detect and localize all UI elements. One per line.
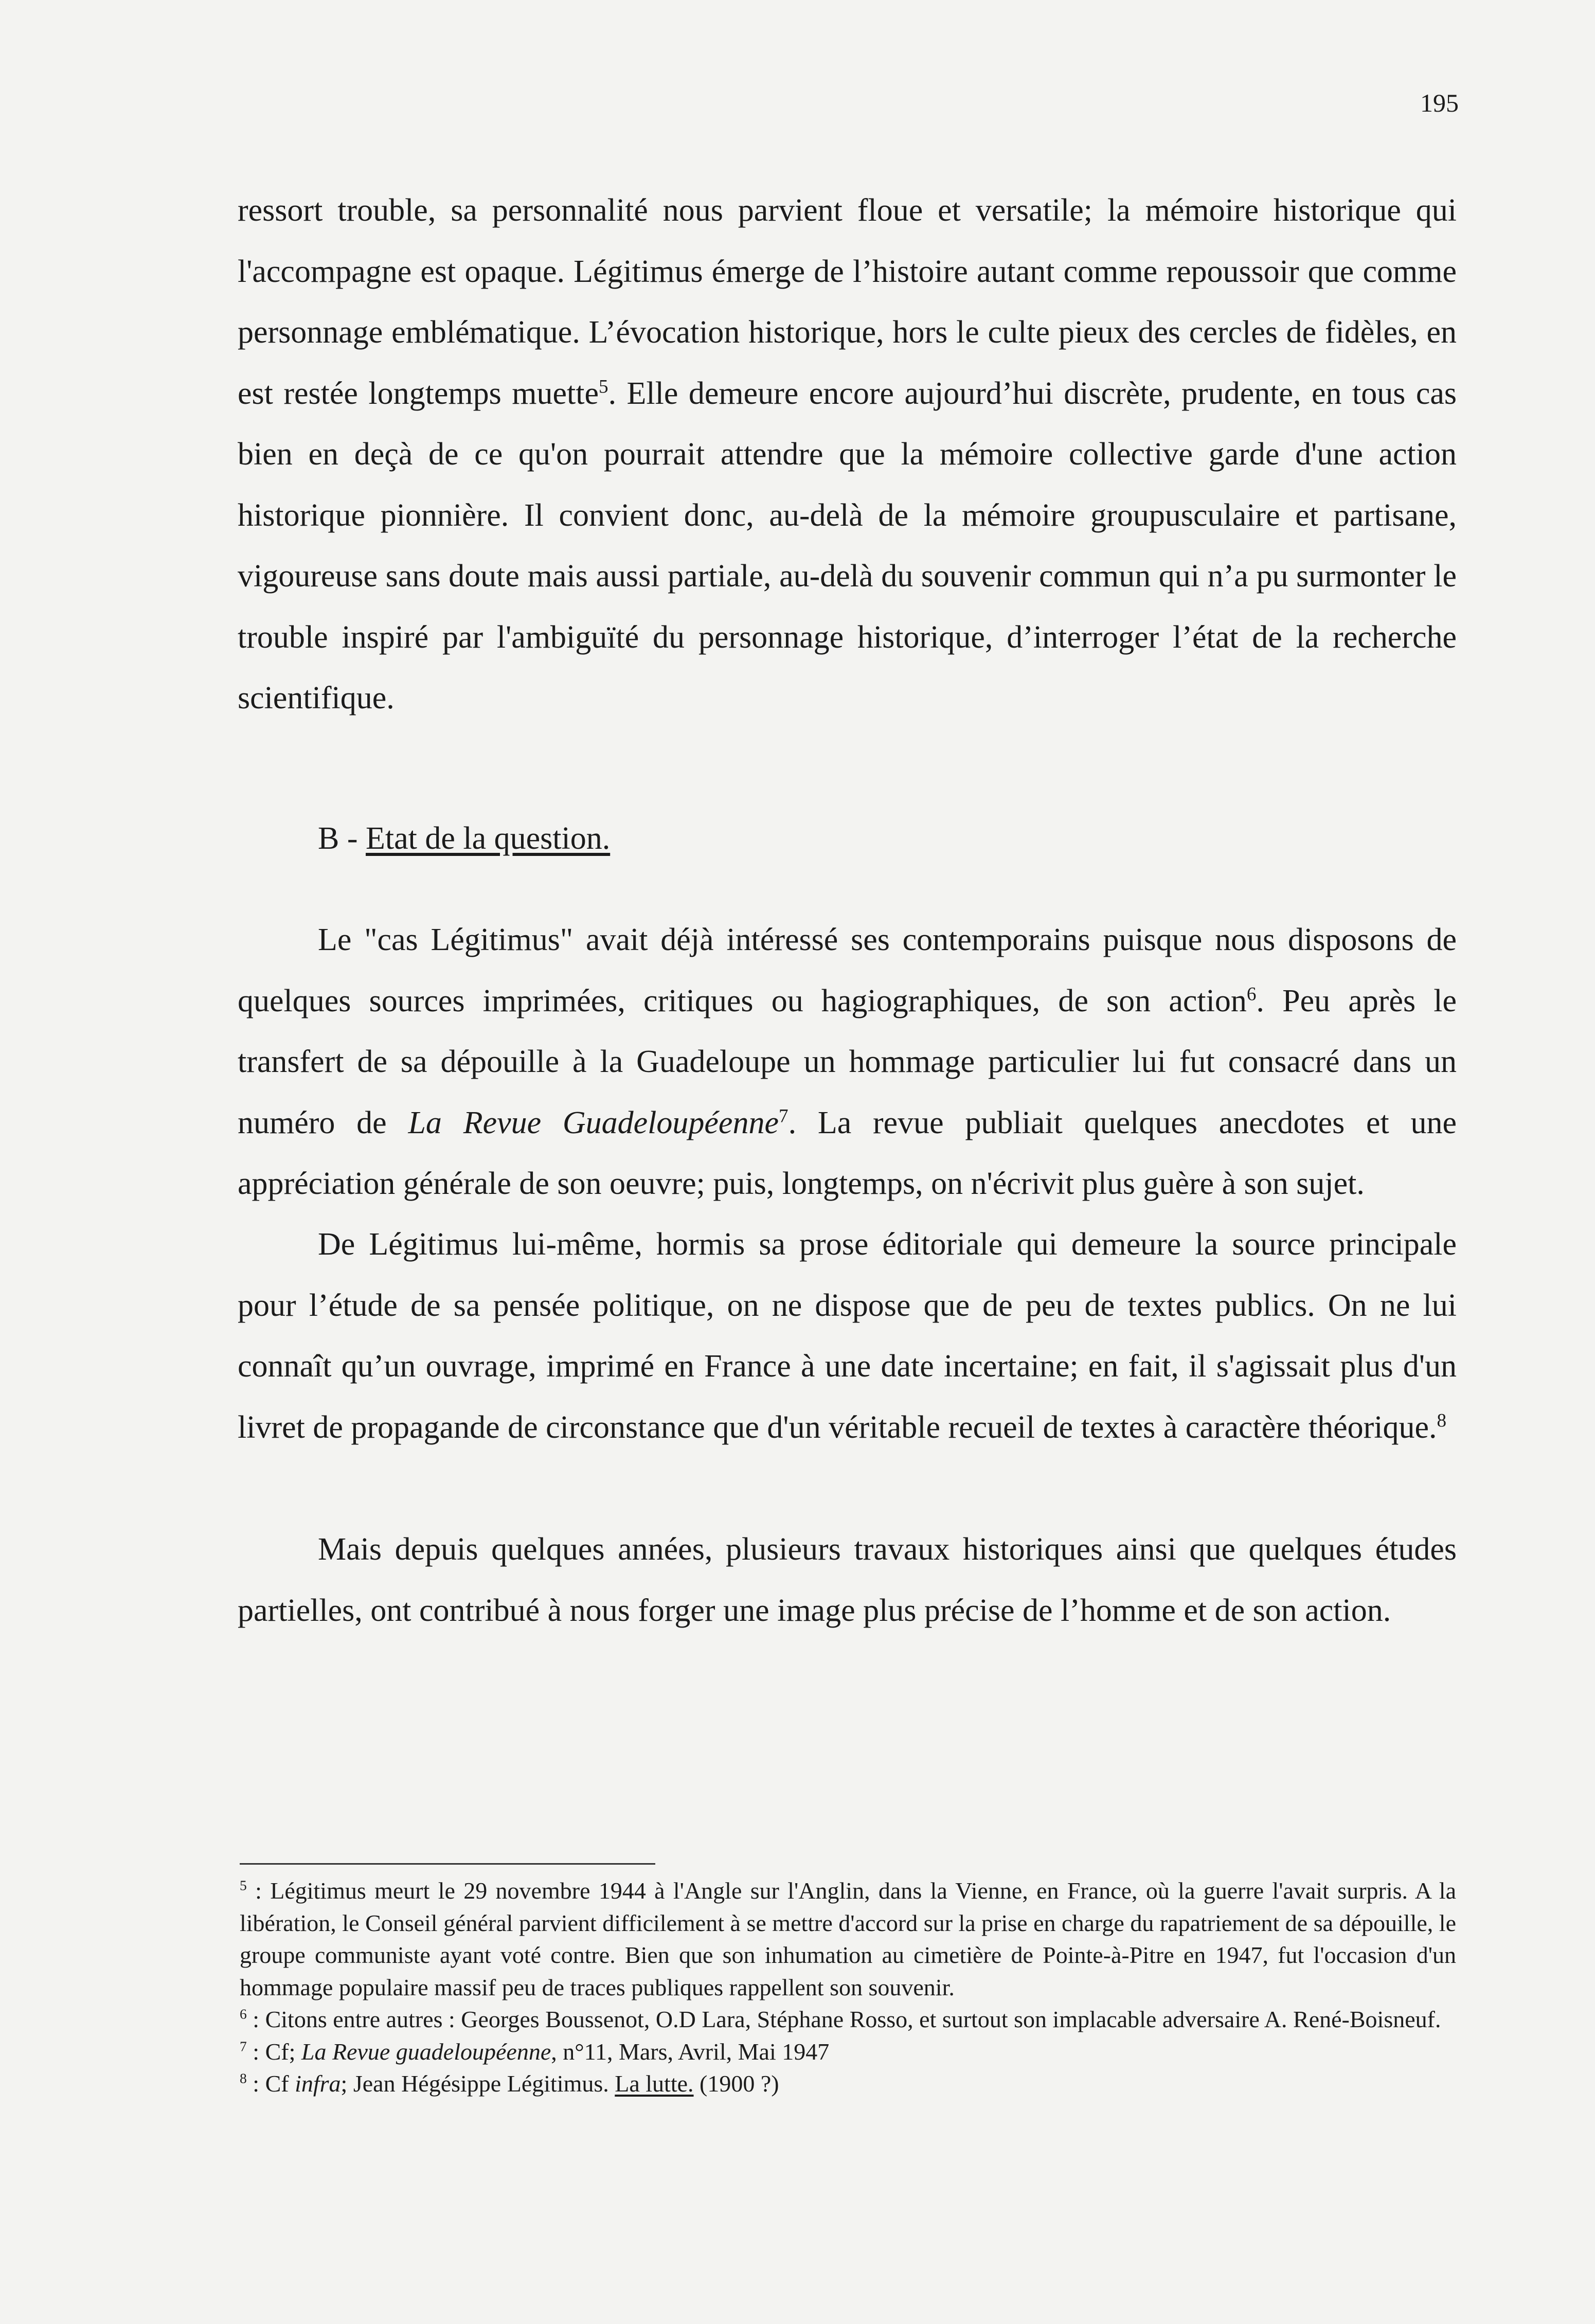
paragraph-2-text-a: Le "cas Légitimus" avait déjà intéressé ses contemporains puisque nous disposons de quelques sources imprimées, critiques ou hagiographiques, de son action [238,922,1457,1018]
footnote-prefix: : Cf [246,2070,295,2097]
footnote-number: 8 [240,2070,247,2086]
paragraph-1 [238,180,1457,729]
journal-title: La Revue Guadeloupéenne [408,1105,779,1140]
footnote-number: 6 [240,2006,247,2022]
footnote-ref-6: 6 [1246,983,1257,1005]
footnote-middle: ; Jean Hégésippe Légitimus. [340,2070,615,2097]
paragraph-4-text: Mais depuis quelques années, plusieurs travaux historiques ainsi que quelques études partielles, ont contribué à nous forger une image plus précise de l’homme et de son action. [238,1532,1457,1628]
footnote-infra: infra [295,2070,341,2097]
paragraph-2 [238,909,1457,1214]
section-heading [318,818,610,859]
page-number: 195 [1420,88,1459,117]
footnote-8 [240,2068,1456,2100]
footnote-ref-8: 8 [1437,1409,1447,1431]
paragraph-4 [238,1519,1457,1641]
footnote-ref-5: 5 [598,376,608,397]
footnote-7 [240,2036,1456,2068]
footnote-separator [240,1863,655,1865]
section-heading-prefix: B - [318,821,366,856]
footnote-journal: La Revue guadeloupéenne [301,2038,551,2065]
footnote-ref-7: 7 [778,1105,788,1127]
footnote-number: 7 [240,2038,247,2054]
footnote-suffix: , n°11, Mars, Avril, Mai 1947 [551,2038,830,2065]
footnote-text: : Citons entre autres : Georges Boussenot, O.D Lara, Stéphane Rosso, et surtout son implacable adversaire A. René-Boisneuf. [246,2006,1441,2032]
footnotes [240,1875,1456,2100]
paragraph-1-text-a: ressort trouble, sa personnalité nous parvient floue et versatile; la mémoire historique qui l'accompagne est opaque. Légitimus émerge de l’histoire autant comme repoussoir que comme personnage emblématique. L’évocation historique, hors le culte pieux des cercles de fidèles, en est restée longtemps muette [238,193,1457,411]
paragraph-2-text-b: . Peu après le transfert de sa dépouille à la Guadeloupe un hommage particulier lui fut consacré dans un numéro de [238,983,1457,1140]
section-heading-title: Etat de la question. [366,821,611,856]
paragraph-3 [238,1214,1457,1458]
footnote-prefix: : Cf; [246,2038,301,2065]
footnote-suffix: (1900 ?) [693,2070,779,2097]
footnote-5 [240,1875,1456,2004]
paragraph-2-text-c: . La revue publiait quelques anecdotes et une appréciation générale de son oeuvre; puis, longtemps, on n'écrivit plus guère à son sujet. [238,1105,1457,1201]
footnote-6 [240,2004,1456,2036]
paragraph-1-text-b: . Elle demeure encore aujourd’hui discrète, prudente, en tous cas bien en deçà de ce qu'on pourrait attendre que la mémoire collective garde d'une action historique pionnière. Il convient donc, au-delà de la mémoire groupusculaire et partisane, vigoureuse sans doute mais aussi partiale, au-delà du souvenir commun qui n’a pu surmonter le trouble inspiré par l'ambiguïté du personnage historique, d’interroger l’état de la recherche scientifique. [238,376,1457,716]
footnote-text: : Légitimus meurt le 29 novembre 1944 à l'Angle sur l'Anglin, dans la Vienne, en France, où la guerre l'avait surpris. A la libération, le Conseil général parvient difficilement à se mettre d'accord sur la prise en charge du rapatriement de sa dépouille, le groupe communiste ayant voté contre. Bien que son inhumation au cimetière de Pointe-à-Pitre en 1947, fut l'occasion d'un hommage populaire massif peu de traces publiques rappellent son souvenir. [240,1878,1456,2000]
paragraph-3-text-a: De Légitimus lui-même, hormis sa prose éditoriale qui demeure la source principale pour l’étude de sa pensée politique, on ne dispose que de peu de textes publics. On ne lui connaît qu’un ouvrage, imprimé en France à une date incertaine; en fait, il s'agissait plus d'un livret de propagande de circonstance que d'un véritable recueil de textes à caractère théorique. [238,1227,1457,1445]
footnote-work-title: La lutte. [615,2070,694,2097]
footnote-number: 5 [240,1877,247,1893]
